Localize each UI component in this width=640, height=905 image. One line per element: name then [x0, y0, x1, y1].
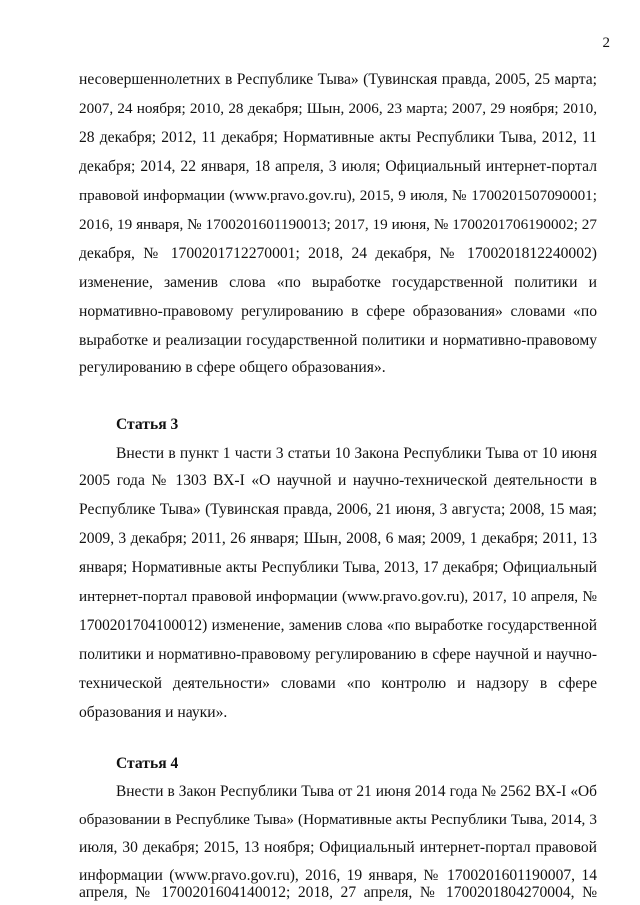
text-line: апреля, № 1700201604140012; 2018, 27 апреля, № 1700201804270004, № — [79, 884, 597, 901]
text-line: Внести в Закон Республики Тыва от 21 июня 2014 года № 2562 ВХ-I «Об — [116, 783, 597, 800]
text-line: образования и науки». — [79, 704, 228, 721]
text-line: правовой информации (www.pravo.gov.ru), 2015, 9 июля, № 1700201507090001; — [79, 187, 597, 204]
text-line: декабря, № 1700201712270001; 2018, 24 декабря, № 1700201812240002) — [79, 245, 597, 262]
text-line: нормативно-правовому регулированию в сфере образования» словами «по — [79, 303, 597, 320]
text-line: интернет-портал правовой информации (www.pravo.gov.ru), 2017, 10 апреля, № — [79, 588, 597, 605]
article-heading: Статья 4 — [116, 755, 179, 772]
text-line: Республике Тыва» (Тувинская правда, 2006, 21 июня, 3 августа; 2008, 15 мая; — [79, 501, 597, 518]
text-line: Внести в пункт 1 части 3 статьи 10 Закона Республики Тыва от 10 июня — [116, 445, 597, 462]
text-line: 2016, 19 января, № 1700201601190013; 2017, 19 июня, № 1700201706190002; 27 — [79, 216, 597, 233]
text-line: образовании в Республике Тыва» (Нормативные акты Республики Тыва, 2014, 3 — [79, 811, 597, 828]
text-line: технической деятельности» словами «по контролю и надзору в сфере — [79, 675, 597, 692]
text-line: выработке и реализации государственной политики и нормативно-правовому — [79, 332, 597, 349]
text-line: 28 декабря; 2012, 11 декабря; Нормативные акты Республики Тыва, 2012, 11 — [79, 129, 597, 146]
text-line: 2009, 3 декабря; 2011, 26 января; Шын, 2008, 6 мая; 2009, 1 декабря; 2011, 13 — [79, 530, 597, 547]
text-line: 2005 года № 1303 ВХ-I «О научной и научно-технической деятельности в — [79, 472, 597, 489]
text-line: изменение, заменив слова «по выработке государственной политики и — [79, 274, 597, 291]
text-line: декабря; 2014, 22 января, 18 апреля, 3 июля; Официальный интернет-портал — [79, 158, 597, 175]
text-line: 1700201704100012) изменение, заменив слова «по выработке государственной — [79, 617, 597, 634]
text-line: политики и нормативно-правовому регулированию в сфере научной и научно- — [79, 646, 597, 663]
page-number: 2 — [602, 35, 610, 51]
text-line: несовершеннолетних в Республике Тыва» (Тувинская правда, 2005, 25 марта; — [79, 71, 597, 88]
text-line: 2007, 24 ноября; 2010, 28 декабря; Шын, 2006, 23 марта; 2007, 29 ноября; 2010, — [79, 100, 597, 117]
text-line: июля, 30 декабря; 2015, 13 ноября; Официальный интернет-портал правовой — [79, 839, 597, 856]
text-line: информации (www.pravo.gov.ru), 2016, 19 января, № 1700201601190007, 14 — [79, 867, 597, 884]
article-heading: Статья 3 — [116, 416, 179, 433]
text-line: регулированию в сфере общего образования». — [79, 359, 386, 376]
text-line: января; Нормативные акты Республики Тыва, 2013, 17 декабря; Официальный — [79, 559, 597, 576]
